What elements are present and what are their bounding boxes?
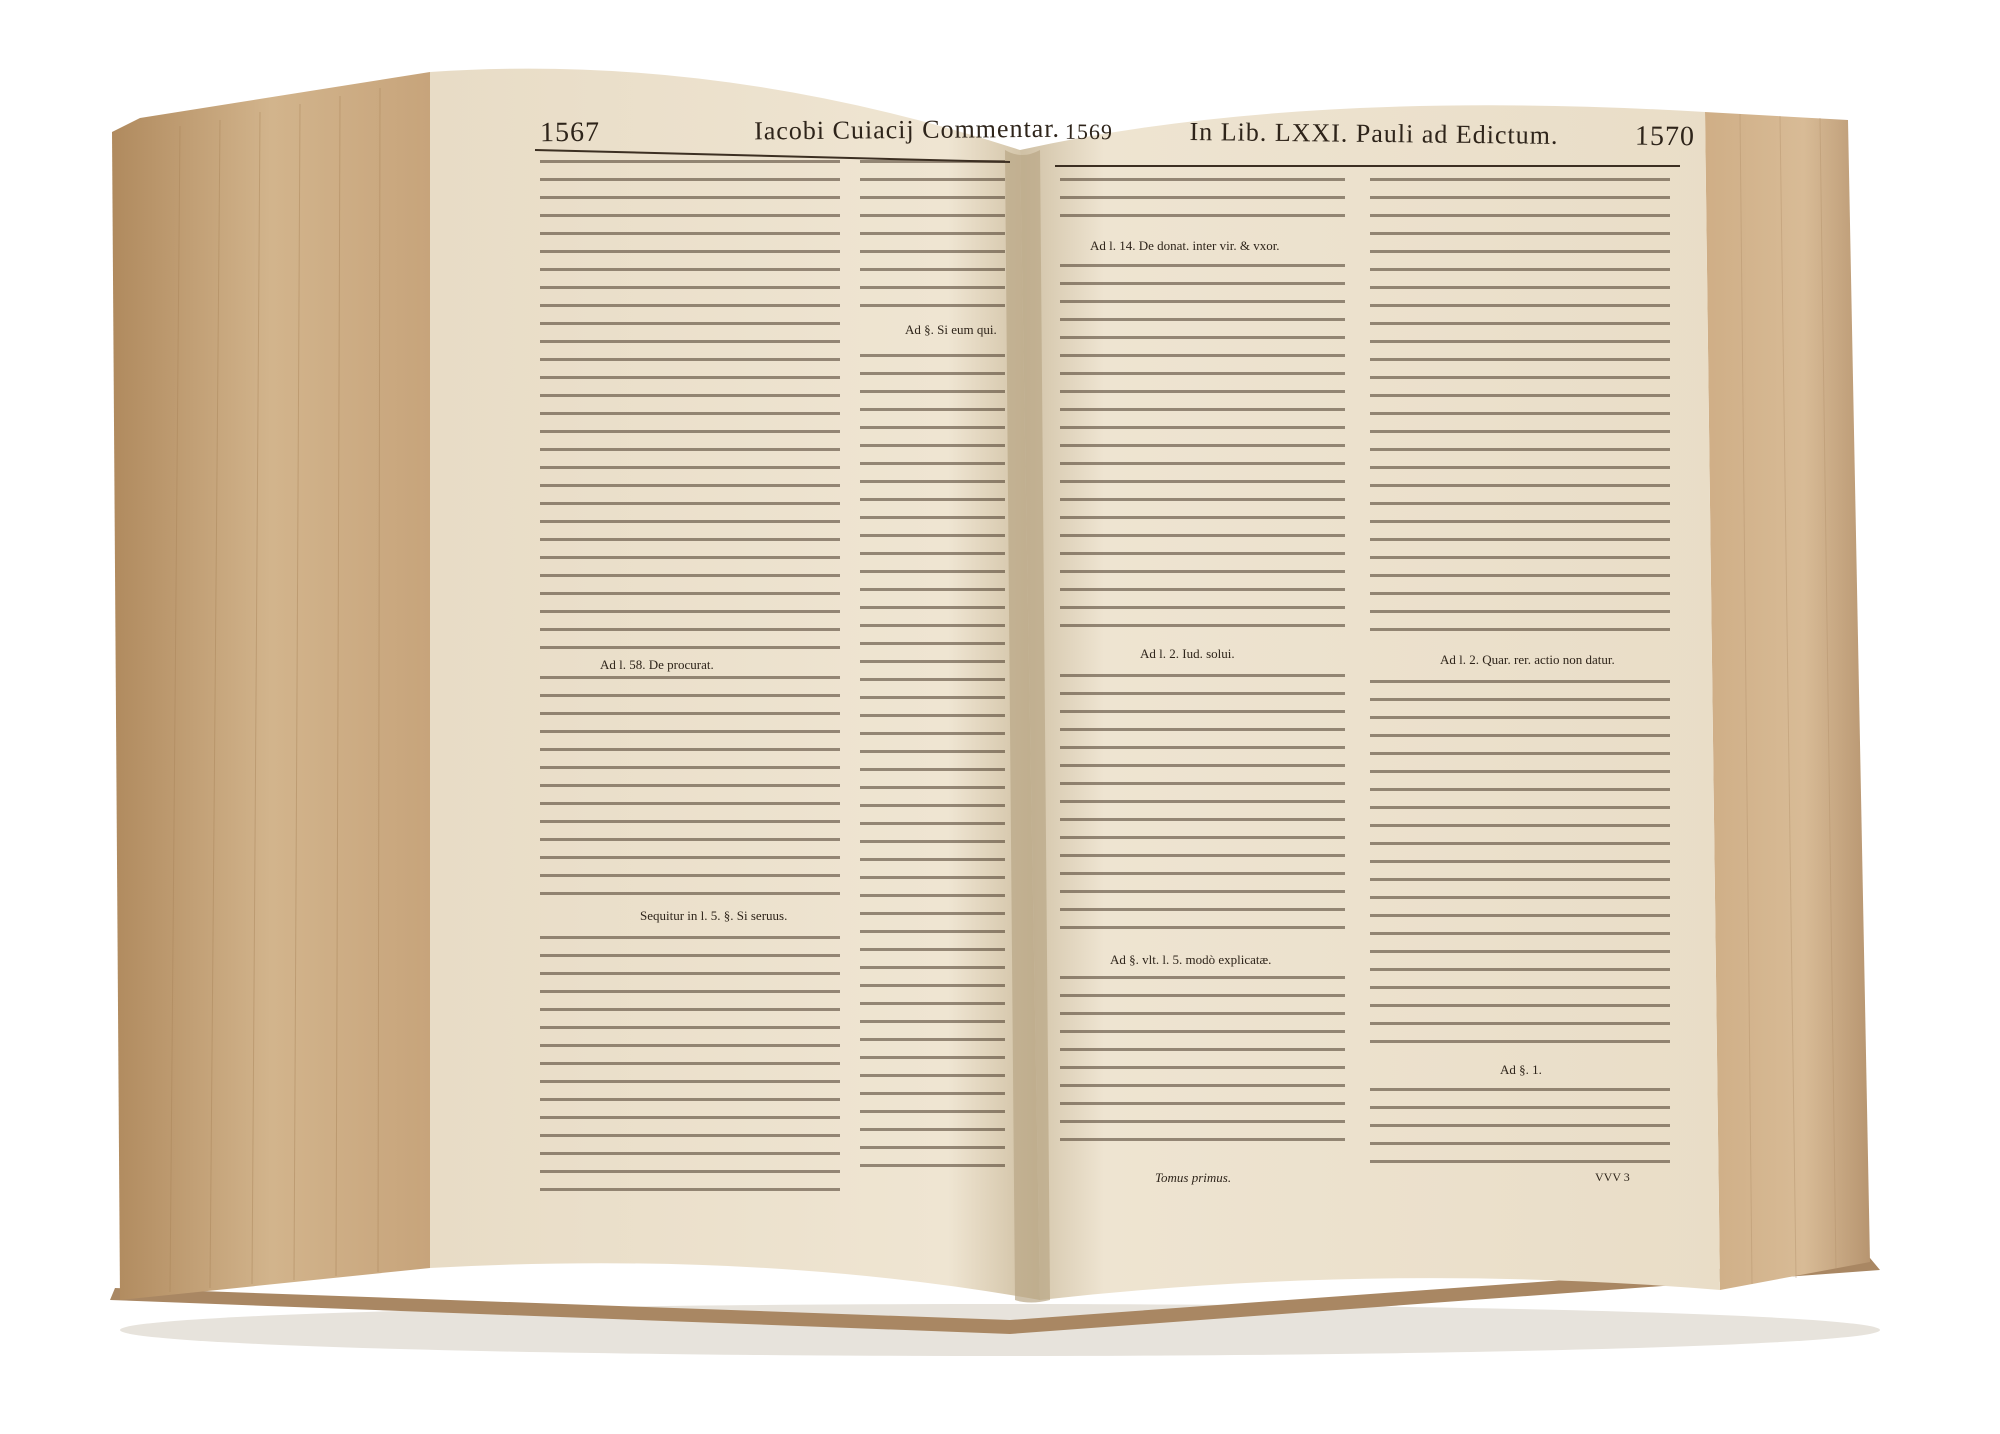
left-page-overlay bbox=[540, 113, 1060, 150]
left-section-heading-2: Sequitur in l. 5. §. Si seruus. bbox=[640, 908, 788, 923]
right-running-head bbox=[1065, 115, 1695, 154]
right-section-heading-3: Ad §. vlt. l. 5. modò explicatæ. bbox=[1110, 952, 1272, 967]
right-footer-text: Tomus primus. bbox=[1155, 1170, 1232, 1185]
right-section-heading-1: Ad l. 14. De donat. inter vir. & vxor. bbox=[1090, 238, 1280, 253]
left-fore-edge bbox=[112, 72, 430, 1300]
right-head-title: In Lib. LXXI. Pauli ad Edictum. bbox=[1189, 117, 1559, 150]
left-page bbox=[430, 69, 1040, 1300]
right-section-heading-2: Ad l. 2. Iud. solui. bbox=[1140, 646, 1235, 661]
right-page-overlay bbox=[1065, 115, 1695, 154]
left-head-title: Iacobi Cuiacij Commentar. bbox=[753, 113, 1061, 146]
right-signature-mark: VVV 3 bbox=[1595, 1170, 1630, 1184]
right-inner-page-number: 1569 bbox=[1064, 118, 1114, 145]
left-section-heading-1: Ad l. 58. De procurat. bbox=[600, 657, 714, 672]
left-column-b-heading: Ad §. Si eum qui. bbox=[905, 322, 997, 337]
left-page-number: 1567 bbox=[539, 116, 601, 149]
right-section-heading-4: Ad l. 2. Quar. rer. actio non datur. bbox=[1440, 652, 1615, 667]
right-section-heading-5: Ad §. 1. bbox=[1500, 1062, 1542, 1077]
right-fore-edge bbox=[1705, 112, 1870, 1290]
left-running-head bbox=[540, 113, 1060, 150]
right-page-number: 1570 bbox=[1634, 120, 1696, 153]
